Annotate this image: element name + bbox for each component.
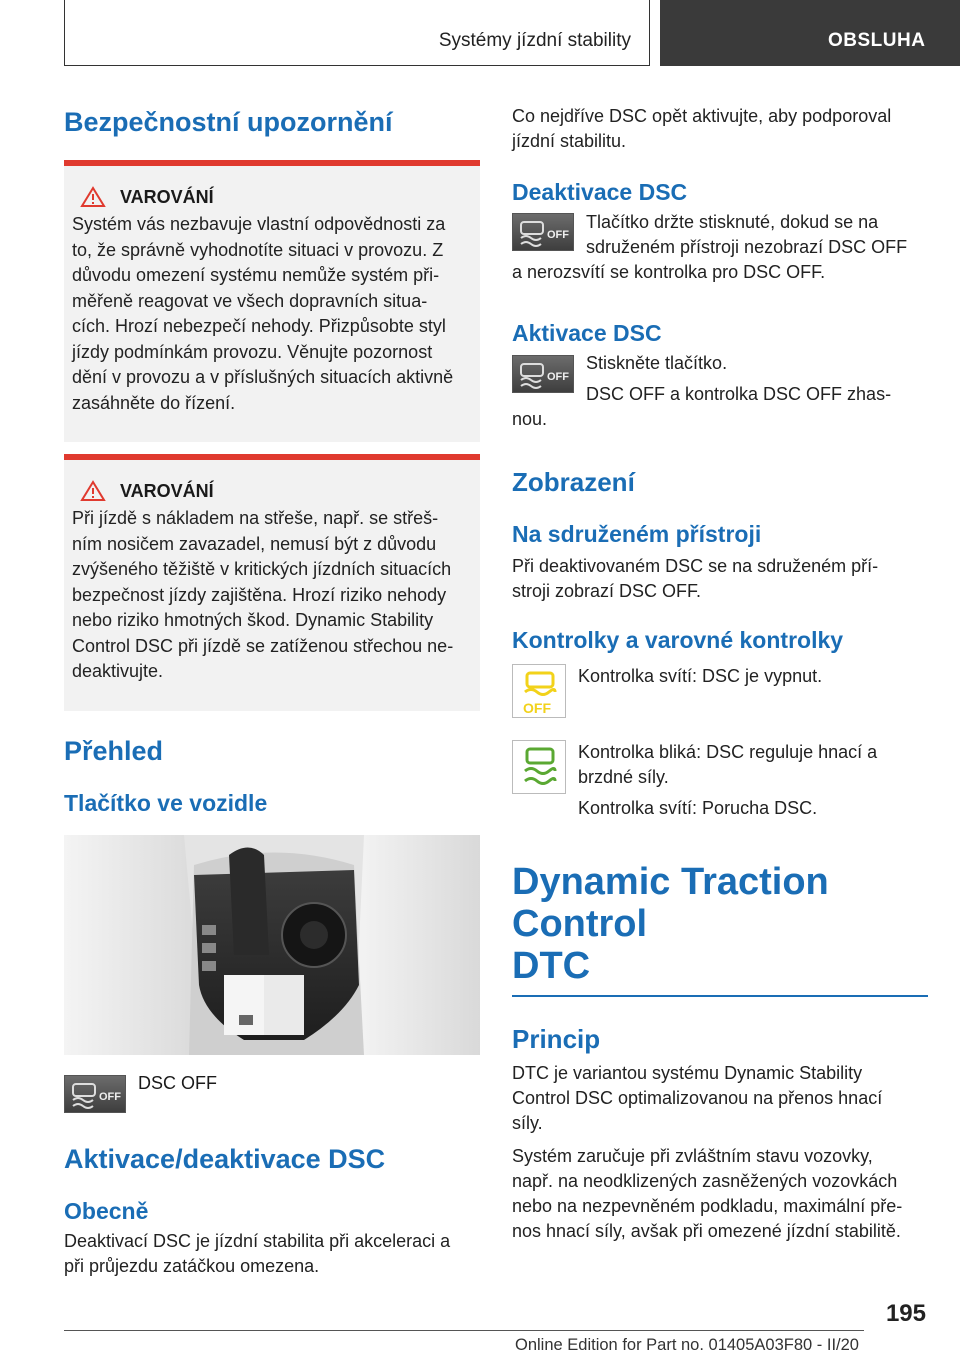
warning-triangle-icon — [80, 186, 106, 208]
activate-line: Stiskněte tlačítko. — [586, 353, 728, 373]
warning-1-line: zasáhněte do řízení. — [72, 392, 236, 413]
warning-1-line: důvodu omezení systému nemůže systém při‐ — [72, 265, 440, 285]
indicator-3-text: Kontrolka svítí: Porucha DSC. — [578, 798, 818, 818]
warning-2-line: Control DSC při jízdě se zatíženou střechou ne‐ — [72, 635, 454, 656]
warning-2-line: Při jízdě s nákladem na střeše, např. se střeš‐ — [72, 508, 439, 528]
warning-1-line: jízdy podmínkám provozu. Věnujte pozornost — [72, 341, 433, 362]
principle-2-line: Systém zaručuje při zvláštním stavu vozovky, — [512, 1146, 873, 1166]
warning-1-line: dění v provozu a v příslušných situacích aktivně — [72, 367, 454, 387]
principle-1-line: síly. — [512, 1113, 543, 1133]
principle-1-line: DTC je variantou systému Dynamic Stability — [512, 1063, 863, 1083]
principle-2-line: nos hnací síly, avšak při omezené jízdní stabilitě. — [512, 1221, 901, 1241]
activate-line: DSC OFF a kontrolka DSC OFF zhas‐ — [586, 384, 892, 404]
overview-title: Přehled — [64, 735, 164, 766]
button-in-vehicle-title: Tlačítko ve vozidle — [64, 789, 268, 816]
warning-box-2 — [64, 454, 480, 711]
cluster-line: stroji zobrazí DSC OFF. — [512, 581, 702, 601]
svg-text:OFF: OFF — [547, 229, 569, 241]
warning-header — [80, 480, 472, 502]
general-title: Obecně — [64, 1197, 149, 1224]
activate-row — [512, 351, 928, 407]
cluster-line: Při deaktivovaném DSC se na sdruženém pří‐ — [512, 556, 879, 576]
warning-triangle-icon — [80, 480, 106, 502]
svg-text:OFF: OFF — [99, 1090, 121, 1103]
general-line: Deaktivací DSC je jízdní stabilita při akceleraci a — [64, 1230, 451, 1251]
warning-1-line: měřeně reagovat ve všech dopravních situa‐ — [72, 290, 428, 311]
warning-2-line: bezpečnost jízdy zajištěna. Hrozí riziko nehody — [72, 584, 447, 605]
header-section-title: Systémy jízdní stability — [438, 30, 631, 51]
svg-text:OFF: OFF — [523, 700, 551, 716]
dsc-off-button-icon — [512, 355, 574, 393]
dsc-off-button-icon — [64, 1075, 126, 1113]
header-frame — [64, 0, 650, 66]
deactivate-tail: a nerozsvítí se kontrolka pro DSC OFF. — [512, 262, 826, 282]
general-line: při průjezdu zatáčkou omezena. — [64, 1255, 320, 1276]
warning-1-line: to, že správně vyhodnotíte situaci v provozu. Z — [72, 239, 444, 260]
header-chapter-tab[interactable]: OBSLUHA — [660, 0, 960, 66]
display-title: Zobrazení — [512, 467, 635, 497]
activate-tail: nou. — [512, 409, 548, 429]
warning-header — [80, 186, 472, 208]
activate-dsc-title: Aktivace DSC — [512, 320, 662, 346]
cluster-title: Na sdruženém přístroji — [512, 521, 762, 547]
deactivate-line: sdruženém přístroji nezobrazí DSC OFF — [586, 237, 908, 257]
intro-line: Co nejdříve DSC opět aktivujte, aby podporoval — [512, 106, 892, 126]
intro-line: jízdní stabilitu. — [512, 131, 627, 151]
warning-1-line: cích. Hrozí nebezpečí nehody. Přizpůsobte styl — [72, 316, 446, 336]
deactivate-row — [512, 210, 928, 260]
warning-2-line: zvýšeného těžiště v kritických jízdních situacích — [72, 559, 452, 579]
warning-2-line: deaktivujte. — [72, 661, 164, 681]
indicator-2-line: brzdné síly. — [578, 767, 669, 787]
indicator-row-1 — [512, 664, 928, 718]
principle-2-line: nebo na nezpevněném podkladu, maximální pře‐ — [512, 1196, 903, 1216]
dtc-title-line: DTC — [512, 945, 591, 987]
center-console-photo — [64, 835, 480, 1055]
warning-label: VAROVÁNÍ — [120, 186, 214, 207]
principle-2-line: např. na neodklizených zasněžených vozovkách — [512, 1171, 898, 1191]
page-number: 195 — [885, 1300, 926, 1327]
footer-edition: Online Edition for Part no. 01405A03F80 - II/20 — [515, 1336, 859, 1354]
indicator-2-line: Kontrolka bliká: DSC reguluje hnací a — [578, 742, 878, 762]
indicator-lights-title: Kontrolky a varovné kontrolky — [512, 627, 844, 653]
right-column — [512, 104, 928, 1244]
svg-text:OFF: OFF — [547, 371, 569, 383]
principle-title: Princip — [512, 1024, 601, 1054]
dsc-active-indicator-icon — [512, 740, 566, 794]
center-console-illustration — [64, 835, 480, 1055]
left-column — [64, 95, 480, 1279]
warning-1-line: Systém vás nezbavuje vlastní odpovědnosti za — [72, 214, 446, 234]
warning-2-line: nebo riziko hmotných škod. Dynamic Stability — [72, 610, 434, 630]
button-caption-row — [64, 1072, 480, 1113]
button-caption: DSC OFF — [138, 1072, 217, 1093]
principle-1-line: Control DSC optimalizovanou na přenos hnací — [512, 1088, 883, 1108]
warning-box-1 — [64, 160, 480, 442]
deactivate-dsc-title: Deaktivace DSC — [512, 179, 688, 205]
indicator-1-text: Kontrolka svítí: DSC je vypnut. — [578, 666, 823, 686]
dsc-off-button-icon — [512, 213, 574, 251]
dtc-title-rule — [512, 995, 928, 997]
dtc-title-line: Dynamic Traction Control — [512, 861, 829, 945]
safety-title: Bezpečnostní upozornění — [64, 107, 393, 137]
deactivate-line: Tlačítko držte stisknuté, dokud se na — [586, 212, 879, 232]
indicator-row-2 — [512, 740, 928, 821]
dsc-off-indicator-icon — [512, 664, 566, 718]
warning-label: VAROVÁNÍ — [120, 480, 214, 501]
footer-rule — [64, 1330, 864, 1331]
activate-deactivate-title: Aktivace/deaktivace DSC — [64, 1143, 386, 1174]
warning-2-line: ním nosičem zavazadel, nemusí být z důvodu — [72, 533, 437, 554]
